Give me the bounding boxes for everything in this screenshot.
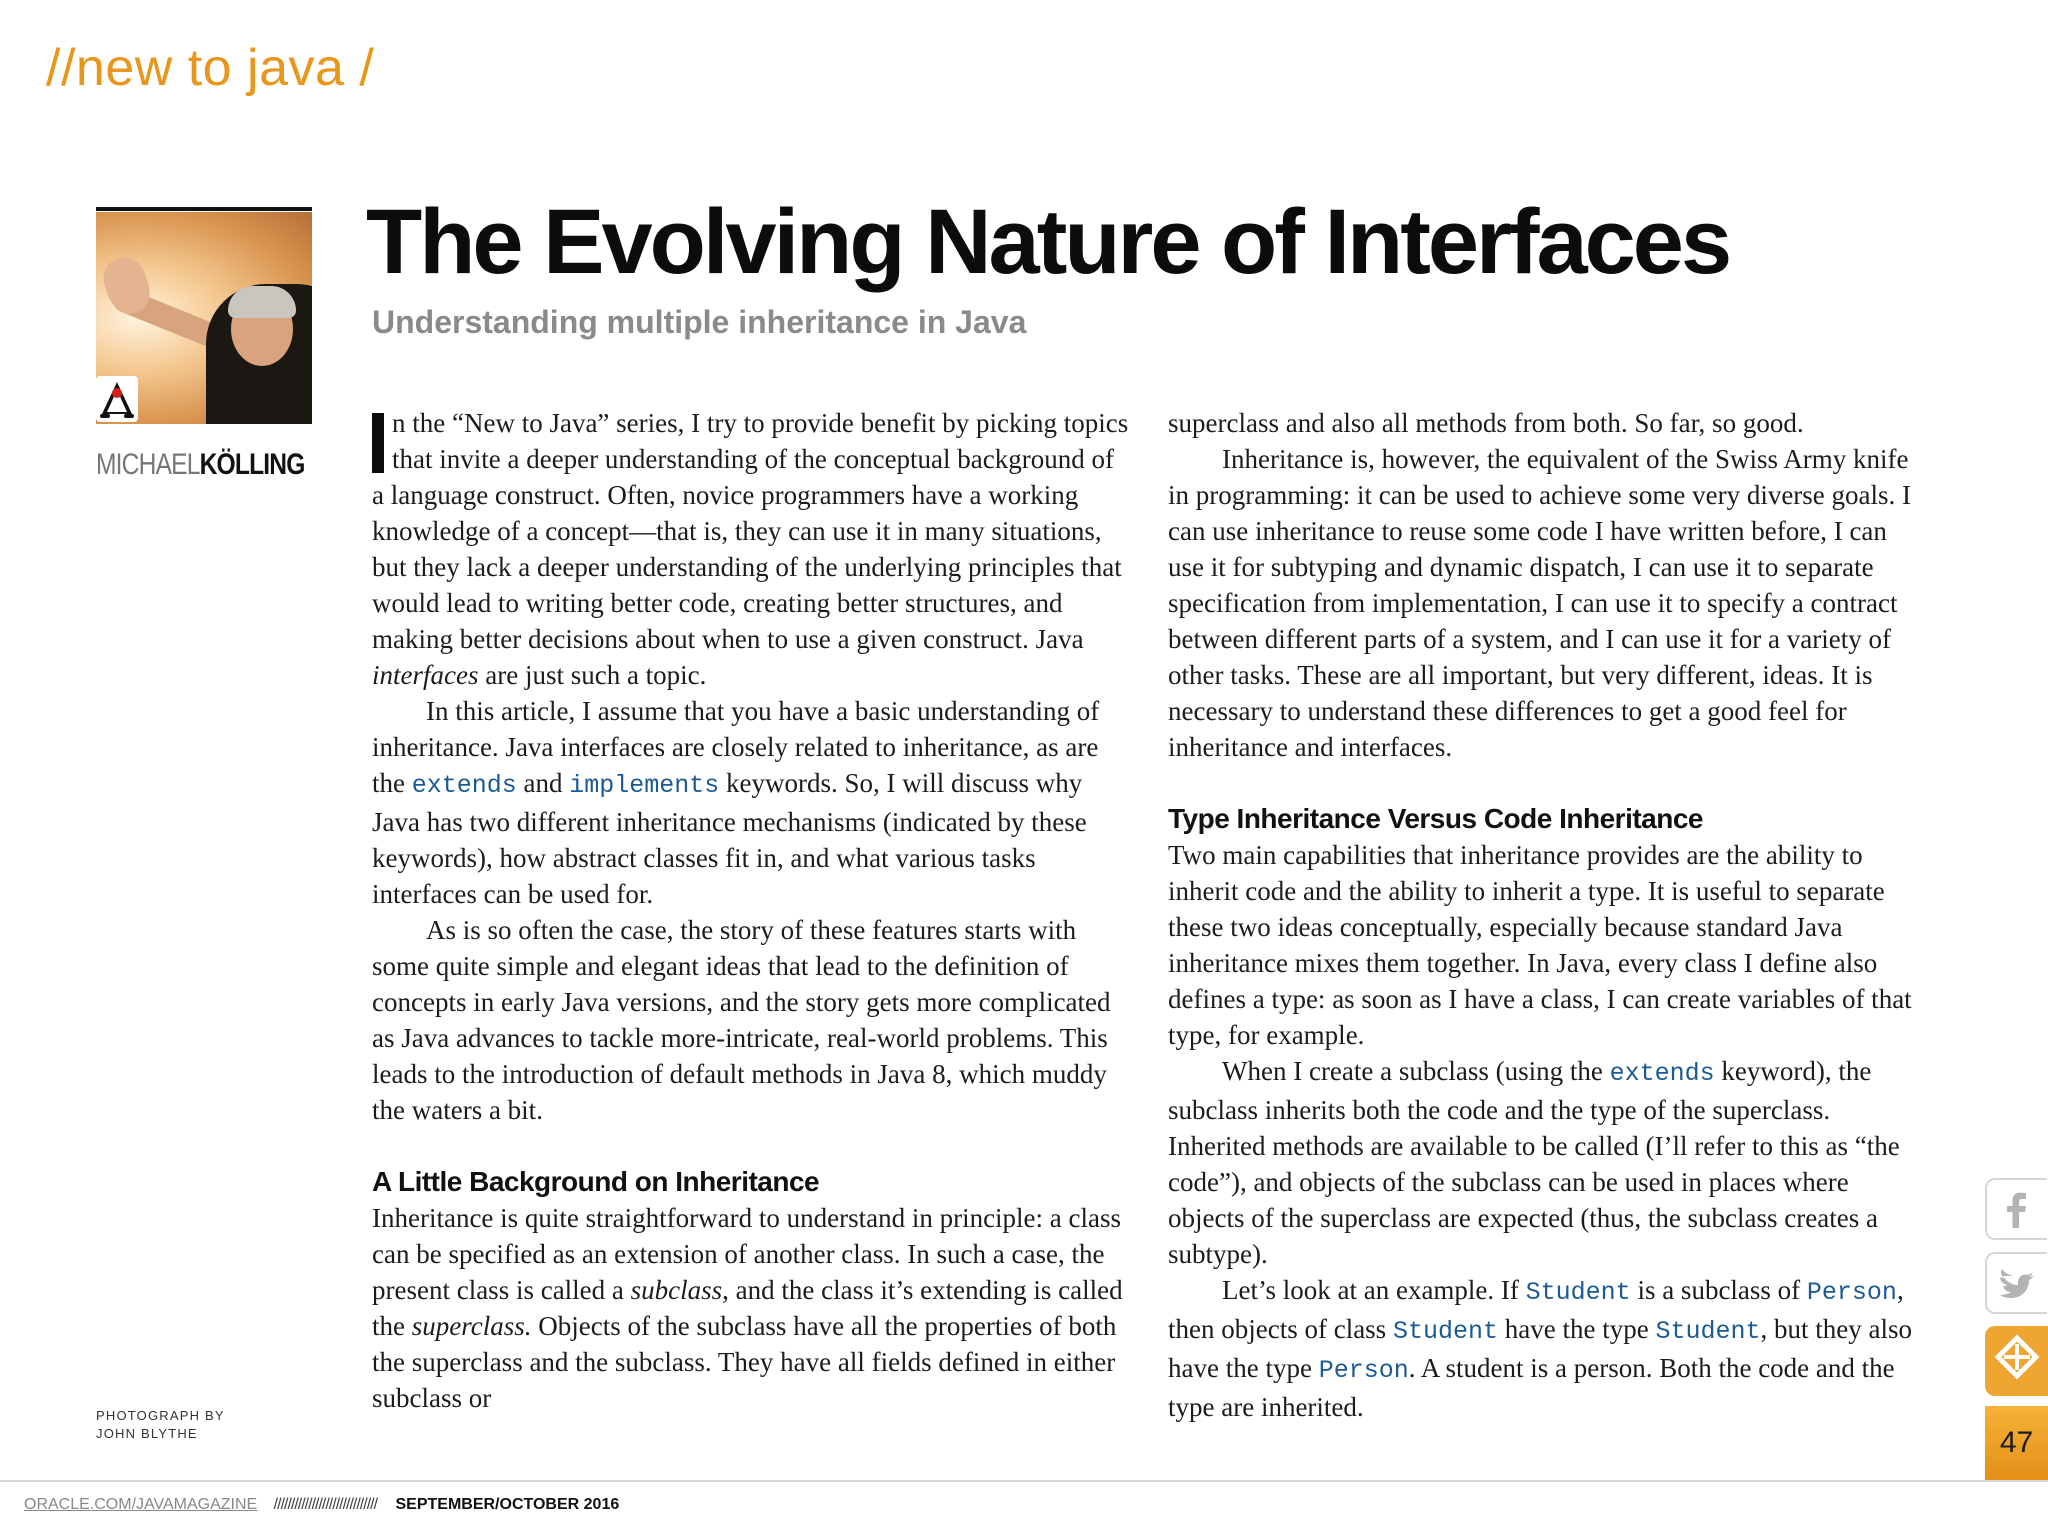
section-heading: A Little Background on Inheritance [372,1166,820,1197]
code-keyword: implements [569,771,720,800]
paragraph: superclass and also all methods from both. So far, so good. [1168,408,1804,438]
page-number: 47 [1985,1406,2048,1480]
section-tag: //new to java / [46,39,375,97]
twitter-icon [1997,1264,2037,1304]
code-keyword: extends [1609,1059,1715,1088]
code-keyword: Person [1806,1278,1897,1307]
article-title: The Evolving Nature of Interfaces [366,191,1730,293]
bookmark-button[interactable] [1985,1326,2048,1396]
author-name: MICHAELKÖLLING [96,448,305,481]
facebook-share-button[interactable] [1985,1178,2047,1240]
facebook-icon [1997,1190,2037,1230]
twitter-share-button[interactable] [1985,1252,2047,1314]
article-subtitle: Understanding multiple inheritance in Java [372,304,1027,340]
article-column-2 [1168,405,1928,1425]
footer-separator: ////////////////////////////// [273,1496,378,1513]
article-column-1 [372,405,1132,1416]
paragraph: n the “New to Java” series, I try to provide benefit by picking topics that invite a deeper understanding of the conceptual background of a language construct. Often, novice programmers have a working knowledge of a concept—that is, they can use it in many situations, but they lack a deeper understanding of the underlying principles that would lead to writing better code, creating better structures, and making better decisions about when to use a given construct. Java interfaces are just such a topic. [372,408,1129,690]
code-keyword: Person [1318,1356,1409,1385]
code-keyword: extends [411,771,517,800]
footer-divider [0,1480,2048,1482]
issue-date: SEPTEMBER/OCTOBER 2016 [395,1496,620,1513]
bookmark-icon [1994,1334,2040,1384]
photo-rule [96,207,312,211]
section-heading: Type Inheritance Versus Code Inheritance [1168,803,1703,834]
code-keyword: Student [1655,1317,1761,1346]
paragraph: Two main capabilities that inheritance provides are the ability to inherit code and the ability to inherit a type. It is useful to separate these two ideas conceptually, especially because standard Java inheritance mixes them together. In Java, every class I define also defines a type: as soon as I have a class, I can create variables of that type, for example. [1168,840,1912,1050]
paragraph: Inheritance is, however, the equivalent of the Swiss Army knife in programming: it can be used to achieve some very diverse goals. I can use inheritance to reuse some code I have written before, I can use it for subtyping and dynamic dispatch, I can use it to separate specification from implementation, I can use it to specify a contract between different parts of a system, and I can use it for a variety of other tasks. These are all important, but very different, ideas. It is necessary to understand these differences to get a good feel for inheritance and interfaces. [1168,444,1912,762]
photo-credit: PHOTOGRAPH BY JOHN BLYTHE [96,1408,225,1441]
drop-cap [372,413,384,473]
footer [24,1496,619,1514]
code-keyword: Student [1392,1317,1498,1346]
paragraph: As is so often the case, the story of these features starts with some quite simple and elegant ideas that lead to the definition of concepts in early Java versions, and the story gets more complicated as Java advances to tackle more-intricate, real-world problems. This leads to the introduction of default methods in Java 8, which muddy the waters a bit. [372,915,1111,1125]
paragraph: Let’s look at an example. If Student is a subclass of Person, then objects of class Student have the type Student, but they also have the type Person. A student is a person. Both the code and the type are inherited. [1168,1275,1912,1422]
magazine-link[interactable]: ORACLE.COM/JAVAMAGAZINE [24,1496,258,1513]
paragraph: Inheritance is quite straightforward to understand in principle: a class can be specified as an extension of another class. In such a case, the present class is called a subclass, and the class it’s extending is called the superclass. Objects of the subclass have all the properties of both the superclass and the subclass. They have all fields defined in either subclass or [372,1203,1123,1413]
paragraph: In this article, I assume that you have a basic understanding of inheritance. Java interfaces are closely related to inheritance, as are the extends and implements keywords. So, I will discuss why Java has two different inheritance mechanisms (indicated by these keywords), how abstract classes fit in, and what various tasks interfaces can be used for. [372,696,1100,909]
paragraph: When I create a subclass (using the extends keyword), the subclass inherits both the code and the type of the superclass. Inherited methods are available to be called (I’ll refer to this as “the code”), and objects of the subclass can be used in places where objects of the superclass are expected (thus, the subclass creates a subtype). [1168,1056,1900,1269]
duke-icon [96,376,138,422]
code-keyword: Student [1525,1278,1631,1307]
